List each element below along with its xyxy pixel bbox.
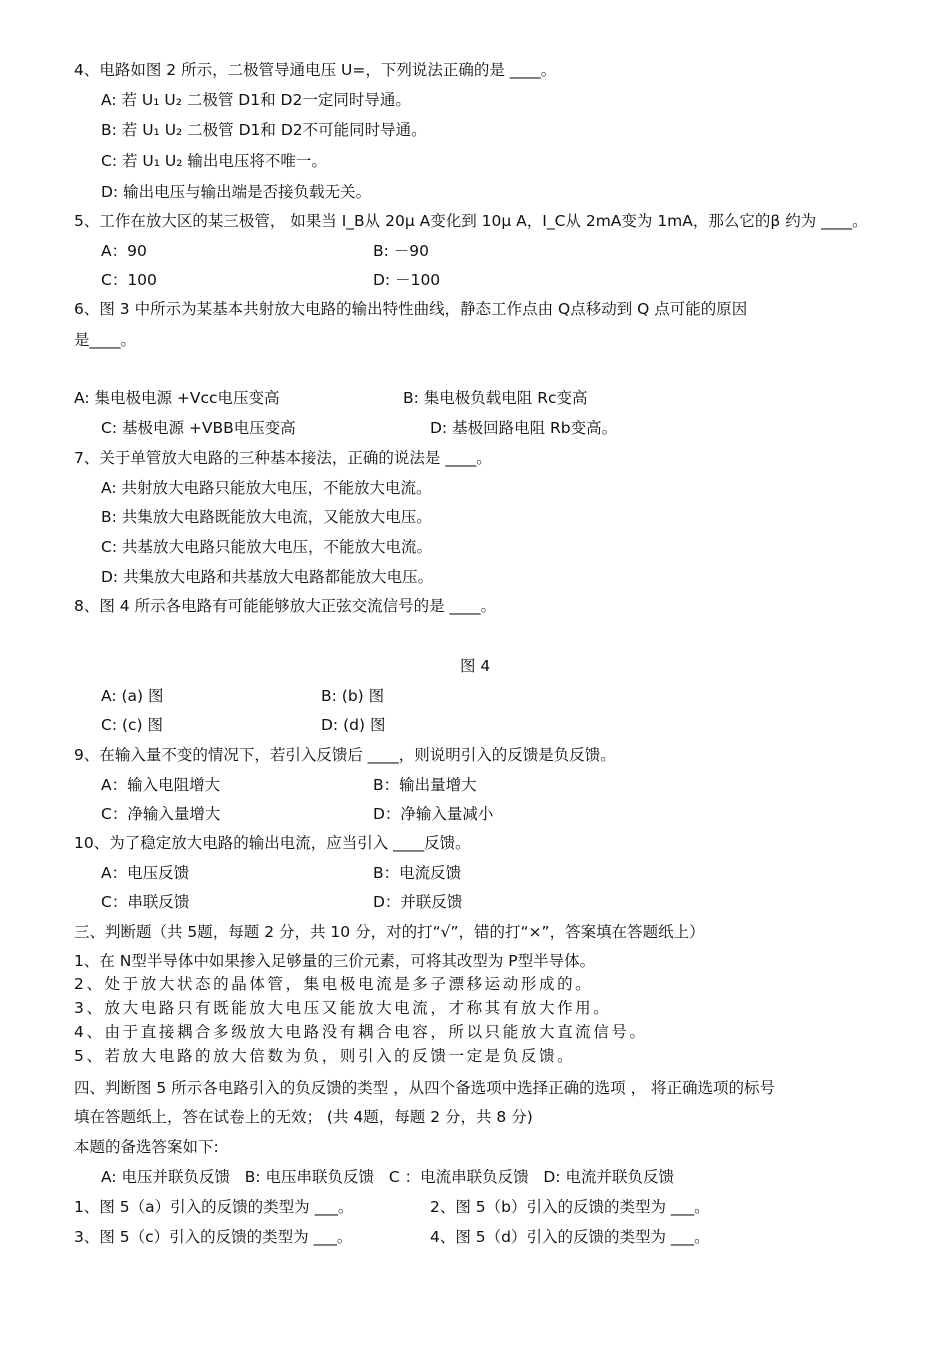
q6-option-a: A: 集电极电源 +Vcc电压变高 xyxy=(74,389,280,407)
q9-option-d: D：净输入量减小 xyxy=(373,805,494,823)
q6-stem-line2: 是____。 xyxy=(74,331,137,349)
section4-heading-line1: 四、判断图 5 所示各电路引入的负反馈的类型 ，从四个备选项中选择正确的选项 ， 将正确选项的标号 xyxy=(74,1079,775,1097)
q4-option-c: C: 若 U₁ U₂ 输出电压将不唯一。 xyxy=(101,152,327,170)
q10-option-b: B：电流反馈 xyxy=(373,864,462,882)
q6-option-b: B: 集电极负载电阻 Rc变高 xyxy=(403,389,588,407)
section4-options: A: 电压并联负反馈 B: 电压串联负反馈 C ：电流串联负反馈 D: 电流并联负反馈 xyxy=(101,1168,674,1186)
q4-option-d: D: 输出电压与输出端是否接负载无关。 xyxy=(101,183,372,201)
q5-option-c: C：100 xyxy=(101,271,157,289)
q8-option-d: D: (d) 图 xyxy=(321,716,386,734)
section3-item-1: 1、在 N型半导体中如果掺入足够量的三价元素，可将其改型为 P型半导体。 xyxy=(74,952,596,970)
section4-options-label: 本题的备选答案如下: xyxy=(74,1138,219,1156)
q9-option-a: A：输入电阻增大 xyxy=(101,776,221,794)
section4-q2: 2、图 5（b）引入的反馈的类型为 ___。 xyxy=(430,1198,710,1216)
q10-stem: 10、为了稳定放大电路的输出电流，应当引入 ____反馈。 xyxy=(74,834,471,852)
section4-q4: 4、图 5（d）引入的反馈的类型为 ___。 xyxy=(430,1228,710,1246)
section3-item-3: 3、放大电路只有既能放大电压又能放大电流，才称其有放大作用。 xyxy=(74,999,612,1017)
q9-option-b: B：输出量增大 xyxy=(373,776,477,794)
q8-option-c: C: (c) 图 xyxy=(101,716,164,734)
q6-option-c: C: 基极电源 +VBB电压变高 xyxy=(101,419,296,437)
q10-option-c: C：串联反馈 xyxy=(101,893,190,911)
q4-option-b: B: 若 U₁ U₂ 二极管 D1和 D2不可能同时导通。 xyxy=(101,121,427,139)
q10-option-d: D：并联反馈 xyxy=(373,893,463,911)
q7-option-a: A: 共射放大电路只能放大电压，不能放大电流。 xyxy=(101,479,432,497)
q5-option-b: B: －90 xyxy=(373,242,430,260)
q4-option-a: A: 若 U₁ U₂ 二极管 D1和 D2一定同时导通。 xyxy=(101,91,411,109)
q9-stem: 9、在输入量不变的情况下，若引入反馈后 ____，则说明引入的反馈是负反馈。 xyxy=(74,746,616,764)
section4-q1: 1、图 5（a）引入的反馈的类型为 ___。 xyxy=(74,1198,354,1216)
q5-option-d: D: －100 xyxy=(373,271,441,289)
section4-q3: 3、图 5（c）引入的反馈的类型为 ___。 xyxy=(74,1228,353,1246)
q7-option-d: D: 共集放大电路和共基放大电路都能放大电压。 xyxy=(101,568,434,586)
q7-option-b: B: 共集放大电路既能放大电流，又能放大电压。 xyxy=(101,508,432,526)
q7-option-c: C: 共基放大电路只能放大电压，不能放大电流。 xyxy=(101,538,432,556)
q5-option-a: A：90 xyxy=(101,242,147,260)
section4-heading-line2: 填在答题纸上，答在试卷上的无效； (共 4题，每题 2 分，共 8 分) xyxy=(74,1108,533,1126)
q8-stem: 8、图 4 所示各电路有可能能够放大正弦交流信号的是 ____。 xyxy=(74,597,497,615)
figure-4-caption: 图 4 xyxy=(460,657,491,675)
section3-item-5: 5、若放大电路的放大倍数为负，则引入的反馈一定是负反馈。 xyxy=(74,1047,576,1065)
section3-heading: 三、判断题（共 5题，每题 2 分，共 10 分，对的打“√”，错的打“×”，答案填在答题纸上） xyxy=(74,923,705,941)
q5-stem: 5、工作在放大区的某三极管， 如果当 I_B从 20μ A变化到 10μ A，I_C从 2mA变为 1mA，那么它的β 约为 ____。 xyxy=(74,212,868,230)
q6-stem-line1: 6、图 3 中所示为某基本共射放大电路的输出特性曲线，静态工作点由 Q点移动到 Q 点可能的原因 xyxy=(74,300,748,318)
section3-item-2: 2、处于放大状态的晶体管，集电极电流是多子漂移运动形成的。 xyxy=(74,975,594,993)
q10-option-a: A：电压反馈 xyxy=(101,864,190,882)
q8-option-a: A: (a) 图 xyxy=(101,687,164,705)
q8-option-b: B: (b) 图 xyxy=(321,687,385,705)
q9-option-c: C：净输入量增大 xyxy=(101,805,221,823)
q7-stem: 7、关于单管放大电路的三种基本接法，正确的说法是 ____。 xyxy=(74,449,492,467)
q4-stem: 4、电路如图 2 所示，二极管导通电压 U=，下列说法正确的是 ____。 xyxy=(74,61,557,79)
q6-option-d: D: 基极回路电阻 Rb变高。 xyxy=(430,419,618,437)
section3-item-4: 4、由于直接耦合多级放大电路没有耦合电容，所以只能放大直流信号。 xyxy=(74,1023,648,1041)
